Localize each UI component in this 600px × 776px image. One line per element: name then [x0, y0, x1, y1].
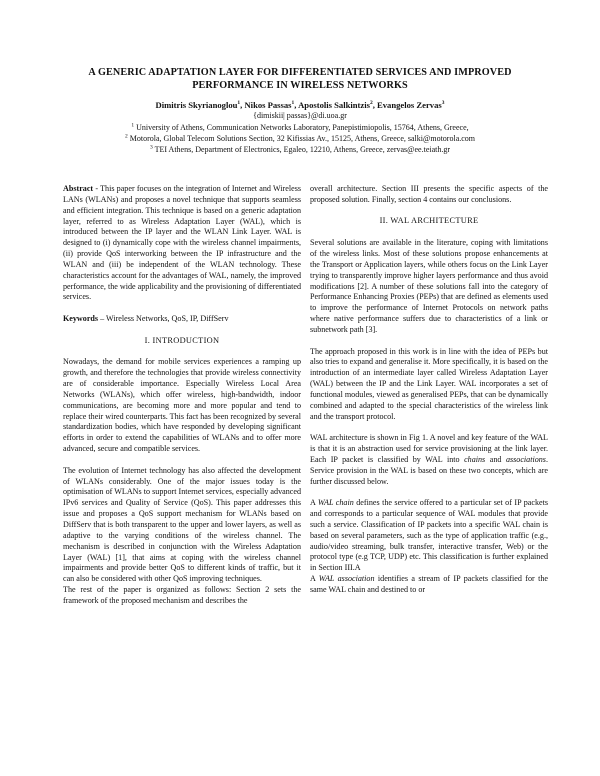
affiliation-2 — [40, 134, 560, 144]
author-separator: , — [240, 100, 245, 110]
paragraph: Nowadays, the demand for mobile services experiences a ramping up growth, and therefore the technologies that provide wireless connectivity are of considerable importance. Especially Wireless Local Area Networks (WLANs), which offer wireless, high-bandwidth, indoor communications, are becoming more and more popular and tend to replace their wired counterparts. This fact has been recognized by several standardization bodies, which have responded by developing significant efforts in order to extend the capabilities of WLANs and to offer more advanced, secure and compatible services. — [63, 357, 301, 454]
title-line-2: PERFORMANCE IN WIRELESS NETWORKS — [192, 80, 408, 91]
author-list — [40, 100, 560, 111]
affiliation-1 — [40, 123, 560, 133]
affiliation-mark: 2 — [124, 133, 128, 140]
affiliation-3 — [40, 145, 560, 155]
affiliation-text: Motorola, Global Telecom Solutions Section, 32 Kifissias Av., 15125, Athens, Greece, salki@motorola.com — [129, 134, 476, 143]
paper-title — [40, 66, 560, 92]
author-mark: 2 — [369, 100, 373, 107]
author-mark: 1 — [291, 100, 295, 107]
text-run: A — [310, 574, 319, 584]
abstract-text: - This paper focuses on the integration of Internet and Wireless LANs (WLANs) and proposes a novel technique that supports seamless and efficient integration. This technique is based on a generic adaptation layer, referred to as Wireless Adaptation Layer (WAL), which is introduced between the IP layer and the WLAN Link Layer. WAL is designed to (i) dynamically cope with the wireless channel impairments, (ii) provide QoS interworking between the IP infrastructure and the WLAN and (iii) be independent of the WLAN technology. These characteristics account for the advantages of WAL, namely, the improved performance, the wide applicability and the provisioning of differentiated services. — [63, 184, 301, 302]
author-name: Nikos Passas — [244, 100, 292, 110]
term-associations: associations — [505, 454, 546, 464]
text-run: A — [310, 498, 318, 508]
abstract — [63, 184, 301, 303]
section-heading-introduction: I. INTRODUCTION — [144, 335, 220, 345]
term-chains: chains — [464, 454, 486, 464]
section-heading-wal-architecture: II. WAL ARCHITECTURE — [379, 216, 479, 226]
paragraph: Several solutions are available in the literature, coping with limitations of the wireless links. Most of these solutions propose enhancements at the Transport or Application layers, while others focus on the Link Layer trying to transparently improve higher layers performance and thus avoid modifications [2]. A number of these solutions fall into the category of Performance Enhancing Proxies (PEPs) that are defined as elements used to improve the performance of Internet Protocols on network paths where native performance suffers due to characteristics of a link or subnetwork path [3]. — [310, 238, 548, 334]
left-column — [63, 184, 301, 607]
paragraph: The evolution of Internet technology has also affected the development of WLANs considerably. One of the major issues today is the optimisation of WLANs to support Internet services, especially advanced IPv6 services and Quality of Service (QoS). This paper addresses this issue and proposes a QoS support mechanism for WLANs based on DiffServ that is both transparent to the upper and lower layers, as well as adaptive to the varying conditions of the wireless channel. The mechanism is described in conjunction with the Wireless Adaptation Layer (WAL) [1], that aims at coping with the wireless channel impairments and provide better QoS to different kinds of traffic, but it can also be considered with other QoS improving techniques. — [63, 465, 301, 584]
abstract-label: Abstract — [63, 184, 94, 193]
text-run: and — [485, 454, 506, 464]
author-mark: 3 — [441, 100, 445, 107]
paragraph: The rest of the paper is organized as follows: Section 2 sets the framework of the proposed mechanism and describes the — [63, 585, 301, 605]
text-run: . Service provision in the WAL is based on these two concepts, which are further discussed below. — [310, 454, 548, 486]
author-mark: 1 — [237, 100, 241, 107]
author-emails: {dimiskii| passas}@di.uoa.gr — [253, 111, 347, 120]
keywords-label: Keywords — [63, 314, 99, 324]
paragraph: The approach proposed in this work is in line with the idea of PEPs but also tries to expand and generalise it. More specifically, it is based on the introduction of an intermediate layer called Wireless Adaptation Layer (WAL) between the IP and the Link Layer. WAL incorporates a set of functional modules, viewed as generalised PEPs, that can be dynamically combined and adapted to the special characteristics of the wireless link and the transport protocol. — [310, 346, 548, 421]
paragraph — [310, 574, 548, 596]
keywords-text: – Wireless Networks, QoS, IP, DiffServ — [98, 314, 229, 324]
affiliation-mark: 1 — [131, 122, 135, 129]
keywords — [63, 314, 301, 325]
affiliation-mark: 3 — [149, 144, 153, 151]
text-run: identifies a stream of IP packets classified for the same WAL chain and destined to or — [310, 574, 549, 594]
title-line-1: A GENERIC ADAPTATION LAYER FOR DIFFERENTIATED SERVICES AND IMPROVED — [88, 67, 512, 78]
paragraph — [310, 498, 548, 574]
term-wal-chain: WAL chain — [317, 498, 354, 508]
term-wal-association: WAL association — [318, 574, 375, 584]
right-column — [310, 184, 548, 596]
text-run: WAL architecture is shown in Fig 1. A novel and key feature of the WAL is that it is an abstraction used for service provisioning at the link layer. Each IP packet is classified by WAL into — [310, 433, 548, 464]
author-separator: , — [294, 100, 299, 110]
author-name: Dimitris Skyrianoglou — [155, 100, 238, 110]
author-separator: , — [372, 100, 378, 110]
author-name: Apostolis Salkintzis — [298, 100, 370, 110]
affiliation-text: TEI Athens, Department of Electronics, Egaleo, 12210, Athens, Greece, zervas@ee.teiath.gr — [154, 145, 451, 154]
paragraph: overall architecture. Section III presents the specific aspects of the proposed solution. Finally, section 4 contains our conclusions. — [310, 184, 548, 204]
author-name: Evangelos Zervas — [377, 100, 442, 110]
paragraph — [310, 433, 548, 487]
text-run: defines the service offered to a particular set of IP packets and corresponds to a particular sequence of WAL modules that provide such a service. Classification of IP packets into a specific WAL chain is based on several parameters, such as the type of application traffic (e.g., audio/video streaming, bulk transfer, interactive transfer, Web) or the protocol type (e.g TCP, UDP) etc. This classification is further explained in Section III.A — [310, 498, 549, 573]
affiliation-text: University of Athens, Communication Networks Laboratory, Panepistimiopolis, 15764, Athens, Greece, — [136, 123, 469, 132]
